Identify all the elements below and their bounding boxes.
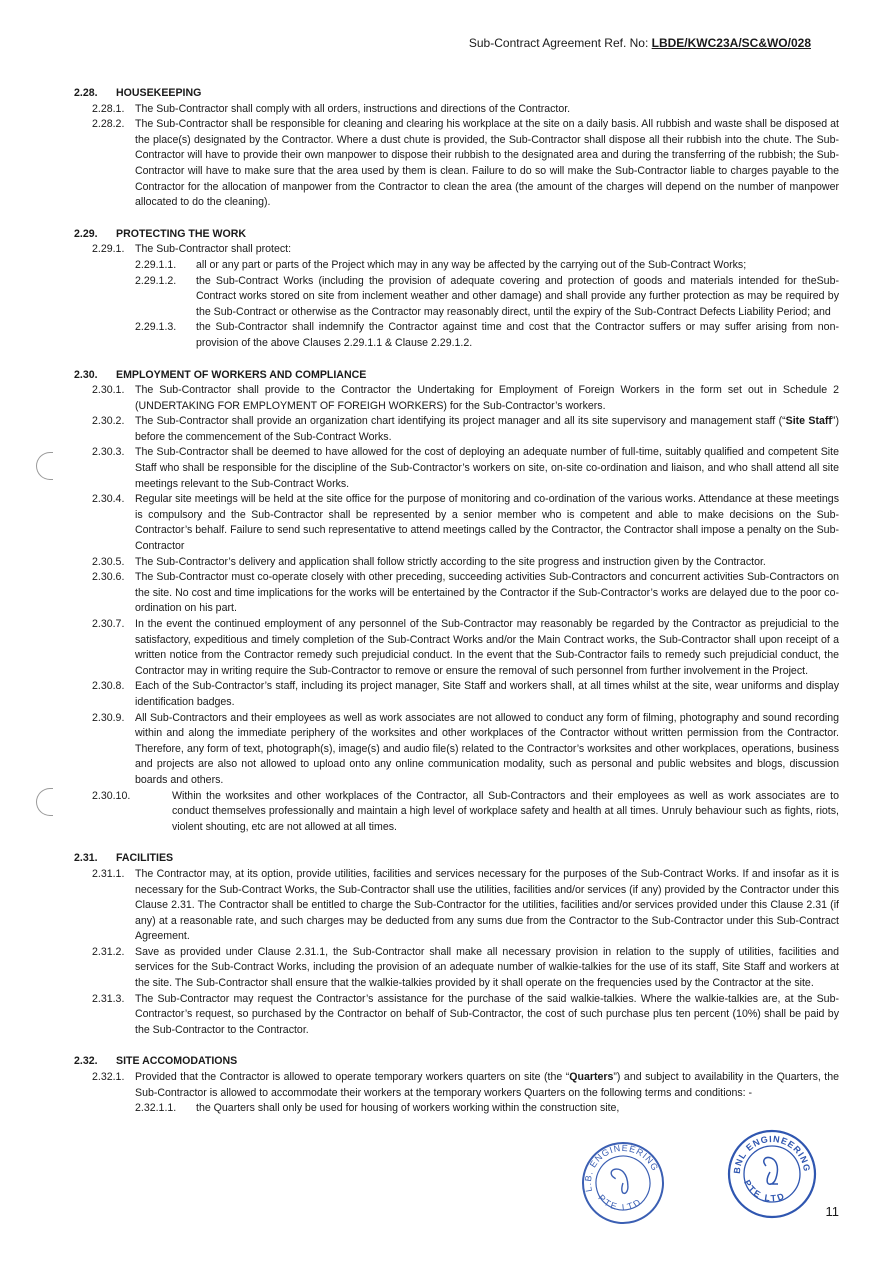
clause <box>74 617 839 679</box>
sub-clause-text: all or any part or parts of the Project which may in any way be affected by the carrying out of the Sub-Contract Works; <box>196 258 747 271</box>
section-number: 2.28. <box>74 87 98 99</box>
section <box>74 368 839 836</box>
clause <box>74 102 839 118</box>
clause <box>74 570 839 617</box>
header-reference: LBDE/KWC23A/SC&WO/028 <box>651 36 811 50</box>
clause-text: The Sub-Contractor may request the Contractor’s assistance for the purchase of the said walkie-talkies. Where the walkie-talkies are, at the Sub-Contractor’s request, so purchased by the Contractor on behalf of Sub-Contractor, the cost of such purchase plus ten percent (10%) shall be paid by the Sub-Contractor to the Contractor. <box>135 992 839 1036</box>
clause-text: The Sub-Contractor shall be responsible for cleaning and clearing his workplace at the site on a daily basis. All rubbish and waste shall be disposed at the place(s) designated by the Contractor. Where a dust chute is provided, the Sub-Contractor shall dispose all their rubbish into the chute. The Sub-Contractor will have to provide their own manpower to dispose their rubbish to the designated area and during the transferring of the rubbish; the Sub-Contractor will have to make sure that the area used by them is clean. Failure to do so will make the Sub-Contractor liable to charges payable to the Contractor for the allocation of manpower from the Contractor to clean the area (the amount of the charges will depend on the number of manpower allocated to do the cleaning). <box>135 118 839 209</box>
section-number: 2.32. <box>74 1055 98 1068</box>
document-body <box>74 86 839 1133</box>
clause <box>74 945 839 992</box>
section <box>74 227 839 352</box>
clause-number: 2.30.2. <box>92 415 125 428</box>
stamp-left-bottom-text: PTE LTD <box>596 1192 644 1213</box>
clause-text: The Sub-Contractor shall provide to the Contractor the Undertaking for Employment of Foreign Workers in the form set out in Schedule 2 (UNDERTAKING FOR EMPLOYMENT OF FOREIGH WORKERS) for the Sub-Contractor’s workers. <box>135 384 839 412</box>
stamp-left-top-text: L.B. ENGINEERING <box>582 1142 661 1193</box>
clause-number: 2.28.2. <box>92 118 125 131</box>
section <box>74 86 839 211</box>
clause-number: 2.30.3. <box>92 446 125 459</box>
sub-clause-text: the Sub-Contract Works (including the provision of adequate covering and protection of goods and materials intended for theSub-Contract works stored on site from inclement weather and other damage) and shall provide any further protection as may be required by the Sub-Contract or otherwise as the Contractor may reasonably direct, until the expiry of the Sub-Contract Defects Liability Period; and <box>196 274 839 318</box>
clause-text: The Sub-Contractor shall comply with all orders, instructions and directions of the Contractor. <box>135 102 571 115</box>
section-title: HOUSEKEEPING <box>116 87 202 99</box>
section-heading <box>74 86 839 102</box>
binding-mark-icon <box>36 788 53 816</box>
clause-text: Within the worksites and other workplaces of the Contractor, all Sub-Contractors and their employees as well as work associates are to conduct themselves professionally and maintain a high level of workplace safety and health at all times. Unruly behaviour such as fights, riots, violent shouting, etc are not allowed at all times. <box>172 789 839 833</box>
clause-text: Save as provided under Clause 2.31.1, the Sub-Contractor shall make all necessary provision in relation to the supply of utilities, facilities and services for the Sub-Contract Works, including the provision of an adequate number of walkie-talkies for the use of its staff, Site Staff and workers at the site. The Sub-Contractor shall ensure that the walkie-talkies provided by it shall operate on the frequencies used by the Contractor at the site. <box>135 945 839 990</box>
clause-number: 2.28.1. <box>92 102 125 115</box>
sub-clause-text: the Quarters shall only be used for housing of workers working within the construction site, <box>196 1102 620 1115</box>
sub-clause-number: 2.29.1.1. <box>135 258 177 271</box>
clause-number: 2.30.7. <box>92 618 125 630</box>
section-number: 2.30. <box>74 368 98 381</box>
section <box>74 1054 839 1116</box>
clause-text: The Sub-Contractor’s delivery and application shall follow strictly according to the site progress and instruction given by the Contractor. <box>135 555 766 568</box>
clause-number: 2.30.5. <box>92 555 125 568</box>
clause-number: 2.30.1. <box>92 384 125 397</box>
clause-text: The Sub-Contractor shall be deemed to have allowed for the cost of deploying an adequate number of full-time, suitably qualified and competent Site Staff who shall be responsible for the discipline of the Sub-Contractor’s workers on site, on-site co-ordination and liaison, and who shall attend all site meetings relevant to the Sub-Contract Works. <box>135 446 839 490</box>
clause <box>74 711 839 789</box>
clause <box>74 445 839 492</box>
section-heading <box>74 368 839 384</box>
section-title: FACILITIES <box>116 852 174 865</box>
clause-number: 2.30.9. <box>92 711 125 724</box>
clause <box>74 1070 839 1101</box>
company-stamp-right-icon <box>726 1128 818 1220</box>
clause-text: Regular site meetings will be held at the site office for the purpose of monitoring and co-ordination of the various works. Attendance at these meetings is compulsory and the Sub-Contractor shall be represented by a senior member who is competent and able to make decisions on the Sub-Contractor’s behalf. Failure to send such representative to attend meetings called by the Contractor, the Contractor shall impose a penalty on the Sub-Contractor <box>135 493 839 553</box>
clause-number: 2.29.1. <box>92 243 125 256</box>
section-number: 2.29. <box>74 227 98 240</box>
clause-number: 2.30.10. <box>92 789 131 802</box>
clause <box>74 117 839 211</box>
clause <box>74 492 839 554</box>
clause <box>74 867 839 945</box>
sub-clause <box>74 274 839 321</box>
svg-text:PTE LTD <box>742 1178 787 1203</box>
sub-clause <box>74 320 839 351</box>
svg-text:BNL ENGINEERING <box>732 1134 812 1174</box>
clause-text: The Sub-Contractor must co-operate closely with other preceding, succeeding activities Sub-Contractors and concurrent activities Sub-Contractors on the site. No cost and time implications for the works will be entertained by the Contractor if the Sub-Contractor’s works are delayed due to the poor co-ordination on his part. <box>135 571 839 615</box>
defined-term: Quarters <box>569 1071 614 1084</box>
clause <box>74 242 839 258</box>
section-title: EMPLOYMENT OF WORKERS AND COMPLIANCE <box>116 368 367 381</box>
clause <box>74 789 839 836</box>
clause-number: 2.30.8. <box>92 680 125 693</box>
defined-term: Site Staff <box>785 415 832 428</box>
sub-clause <box>74 258 839 274</box>
sub-clause-text: the Sub-Contractor shall indemnify the Contractor against time and cost that the Contractor suffers or may suffer arising from non-provision of the above Clauses 2.29.1.1 & Clause 2.29.1.2. <box>196 321 839 349</box>
sub-clause-number: 2.29.1.2. <box>135 274 177 287</box>
clause <box>74 992 839 1039</box>
clause-text: In the event the continued employment of any personnel of the Sub-Contractor may reasonably be regarded by the Contractor as prejudicial to the satisfactory, expeditious and timely completion of the Sub-Contract Works and/or the Main Contract works, the Sub-Contractor shall upon receipt of a written notice from the Contractor remedy such prejudicial conduct. In the event that the Sub-Contractor fails to remedy such prejudicial conduct, the Contractor may in writing require the Sub-Contractor to remove or ensure the removal of such personnel from further involvement in the Project. <box>135 618 839 677</box>
clause-text-part: Provided that the Contractor is allowed to operate temporary workers quarters on site (the “ <box>135 1071 570 1084</box>
section-heading <box>74 227 839 243</box>
binding-mark-icon <box>36 452 53 480</box>
clause-text: All Sub-Contractors and their employees as well as work associates are not allowed to conduct any form of filming, photography and sound recording within and along the immediate periphery of the worksites and other workplaces of the Contractor without written permission from the Contractor. Therefore, any form of text, photograph(s), image(s) and audio file(s) related to the Contractor’s worksites and other workplaces, operations, business and projects are also not allowed to upload onto any online communication modality, such as personal and public websites and blogs, discussion boards and others. <box>135 711 839 786</box>
clause-text: The Contractor may, at its option, provide utilities, facilities and services necessary for the purposes of the Sub-Contract Works. If and insofar as it is necessary for the Sub-Contract Works, the Sub-Contractor shall use the utilities, facilities and/or services (if any) provided by the Contractor under this Clause 2.31. The Contractor shall be entitled to charge the Sub-Contractor for the utilities, facilities and/or services provided under this Clause 2.31 (if any) at a reasonable rate, and such charges may be deducted from any sums due from the Contractor to the Sub-Contractor under this Sub-Contract Agreement. <box>135 867 839 943</box>
section-heading <box>74 1054 839 1070</box>
clause-text: The Sub-Contractor shall protect: <box>135 243 292 256</box>
page-header <box>469 36 811 50</box>
clause-text-part: ”) before the commencement of the Sub-Contract Works. <box>135 415 839 443</box>
clause <box>74 679 839 710</box>
clause-number: 2.30.4. <box>92 493 125 506</box>
clause-text-part: The Sub-Contractor shall provide an organization chart identifying its project manager and all its site supervisory and management staff (“ <box>135 415 786 428</box>
section-title: PROTECTING THE WORK <box>116 227 247 240</box>
clause <box>74 414 839 445</box>
svg-text:PTE LTD <box>595 1183 645 1219</box>
sub-clause-number: 2.32.1.1. <box>135 1102 177 1115</box>
page-number: 11 <box>825 1204 839 1219</box>
company-stamp-left-icon <box>575 1125 667 1235</box>
clause-number: 2.31.2. <box>92 945 125 958</box>
section-number: 2.31. <box>74 852 98 865</box>
section-title: SITE ACCOMODATIONS <box>116 1055 238 1068</box>
header-prefix: Sub-Contract Agreement Ref. No: <box>468 36 652 50</box>
section-heading <box>74 851 839 867</box>
clause <box>74 383 839 414</box>
clause-number: 2.31.1. <box>92 867 125 880</box>
clause-number: 2.30.6. <box>92 571 125 584</box>
clause-text <box>135 1070 839 1101</box>
section <box>74 851 839 1038</box>
clause-number: 2.31.3. <box>92 992 125 1005</box>
sub-clause <box>74 1101 839 1117</box>
sub-clause-number: 2.29.1.3. <box>135 321 177 334</box>
stamp-right-top-text: BNL ENGINEERING <box>731 1133 813 1175</box>
clause-text <box>135 414 839 445</box>
clause <box>74 555 839 571</box>
clause-text-part: ”) and subject to availability in the Quarters, the Sub-Contractor is allowed to accommodate their workers at the temporary workers Quarters on the following terms and conditions: - <box>135 1071 839 1099</box>
clause-text: Each of the Sub-Contractor’s staff, including its project manager, Site Staff and workers shall, at all times whilst at the site, wear uniforms and display identification badges. <box>135 680 839 708</box>
clause-number: 2.32.1. <box>92 1071 125 1084</box>
stamp-right-bottom-text: PTE LTD <box>741 1178 788 1204</box>
